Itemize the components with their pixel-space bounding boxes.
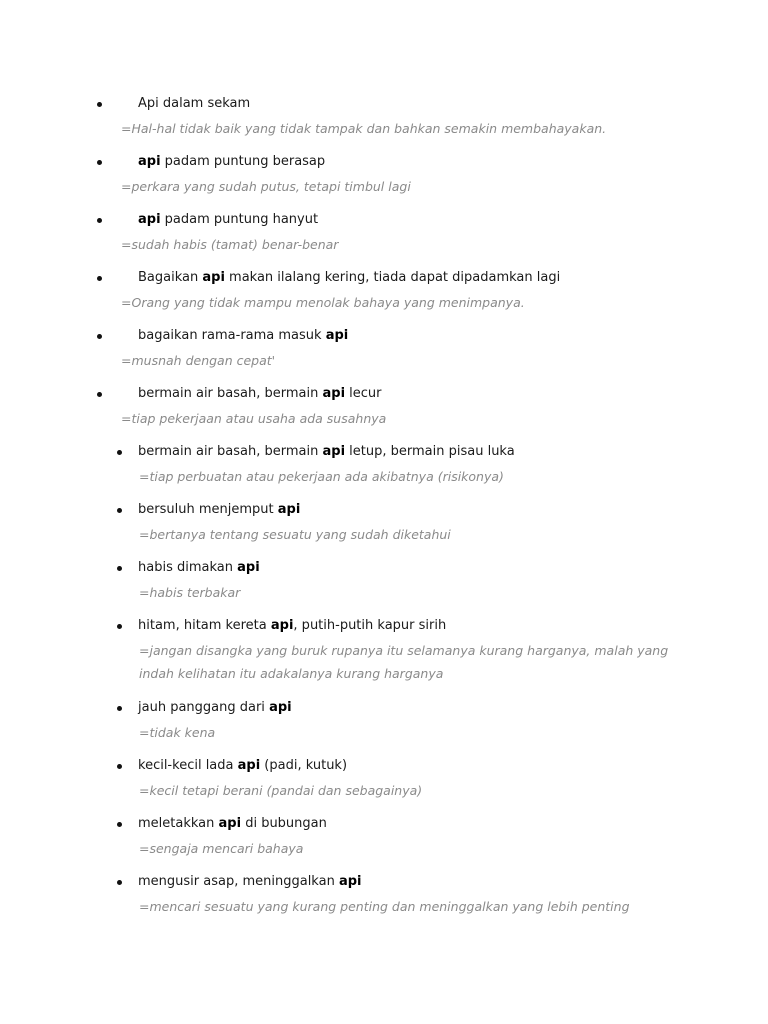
phrase-text: kecil-kecil lada: [138, 758, 238, 773]
phrase-keyword: api: [325, 328, 349, 343]
phrase-keyword: api: [270, 618, 294, 633]
proverb-meaning: =Orang yang tidak mampu menolak bahaya yang menimpanya.: [121, 295, 525, 310]
proverb-meaning: =tidak kena: [139, 725, 216, 740]
bullet-icon: [117, 880, 122, 885]
proverb-meaning: =jangan disangka yang buruk rupanya itu selamanya kurang harganya, malah yang indah kelihatan itu adakalanya kurang harganya: [139, 643, 669, 681]
phrase-text: Bagaikan: [138, 270, 203, 285]
bullet-icon: [117, 450, 122, 455]
bullet-icon: [97, 392, 102, 397]
bullet-icon: [97, 102, 102, 107]
phrase-text: (padi, kutuk): [260, 758, 348, 773]
phrase-keyword: api: [237, 758, 261, 773]
phrase-text: bersuluh menjemput: [138, 502, 278, 517]
proverb-phrase: [138, 95, 250, 113]
phrase-text: padam puntung berasap: [160, 154, 326, 169]
proverb-meaning: =musnah dengan cepat': [121, 353, 276, 368]
proverb-phrase: [138, 699, 292, 717]
proverb-meaning: =sudah habis (tamat) benar-benar: [121, 237, 339, 252]
proverb-phrase: [138, 443, 515, 461]
phrase-text: jauh panggang dari: [138, 700, 270, 715]
bullet-icon: [97, 218, 102, 223]
bullet-icon: [97, 334, 102, 339]
phrase-keyword: api: [237, 560, 260, 575]
phrase-text: habis dimakan: [138, 560, 238, 575]
phrase-text: hitam, hitam kereta: [138, 618, 271, 633]
phrase-text: bermain air basah, bermain: [138, 444, 323, 459]
proverb-phrase: [138, 269, 560, 287]
proverb-phrase: [138, 327, 348, 345]
phrase-keyword: api: [338, 874, 362, 889]
bullet-icon: [117, 624, 122, 629]
phrase-keyword: api: [322, 386, 346, 401]
phrase-text: , putih-putih kapur sirih: [293, 618, 447, 633]
proverb-meaning: =habis terbakar: [139, 585, 241, 600]
bullet-icon: [97, 160, 102, 165]
phrase-text: letup, bermain pisau luka: [345, 444, 515, 459]
proverb-phrase: [138, 501, 300, 519]
proverb-meaning: =mencari sesuatu yang kurang penting dan meninggalkan yang lebih penting: [139, 899, 630, 914]
proverb-meaning: =bertanya tentang sesuatu yang sudah diketahui: [139, 527, 451, 542]
proverb-meaning: =sengaja mencari bahaya: [139, 841, 304, 856]
proverb-meaning: =kecil tetapi berani (pandai dan sebagainya): [139, 783, 423, 798]
phrase-keyword: api: [138, 212, 161, 227]
proverb-meaning: =Hal-hal tidak baik yang tidak tampak dan bahkan semakin membahayakan.: [121, 121, 607, 136]
proverb-meaning: =perkara yang sudah putus, tetapi timbul lagi: [121, 179, 411, 194]
bullet-icon: [117, 566, 122, 571]
phrase-text: bagaikan rama-rama masuk: [138, 328, 326, 343]
proverb-meaning: =tiap perbuatan atau pekerjaan ada akibatnya (risikonya): [139, 469, 504, 484]
bullet-icon: [117, 508, 122, 513]
proverb-phrase: [138, 617, 446, 635]
phrase-text: bermain air basah, bermain: [138, 386, 323, 401]
phrase-text: padam puntung hanyut: [160, 212, 319, 227]
proverb-phrase: [138, 385, 382, 403]
phrase-keyword: api: [218, 816, 242, 831]
proverb-phrase: [138, 211, 318, 229]
phrase-text: lecur: [345, 386, 382, 401]
phrase-keyword: api: [202, 270, 225, 285]
bullet-icon: [117, 764, 122, 769]
phrase-keyword: api: [277, 502, 301, 517]
proverb-phrase: [138, 815, 327, 833]
proverb-phrase: [138, 559, 260, 577]
phrase-keyword: api: [138, 154, 161, 169]
bullet-icon: [97, 276, 102, 281]
phrase-keyword: api: [322, 444, 346, 459]
bullet-icon: [117, 822, 122, 827]
phrase-keyword: api: [269, 700, 292, 715]
phrase-text: meletakkan: [138, 816, 219, 831]
phrase-text: makan ilalang kering, tiada dapat dipadamkan lagi: [224, 270, 561, 285]
proverb-phrase: [138, 757, 347, 775]
proverb-phrase: [138, 153, 325, 171]
proverb-phrase: [138, 873, 362, 891]
phrase-text: di bubungan: [241, 816, 327, 831]
bullet-icon: [117, 706, 122, 711]
phrase-text: Api dalam sekam: [138, 96, 251, 111]
proverb-meaning: =tiap pekerjaan atau usaha ada susahnya: [121, 411, 387, 426]
phrase-text: mengusir asap, meninggalkan: [138, 874, 339, 889]
